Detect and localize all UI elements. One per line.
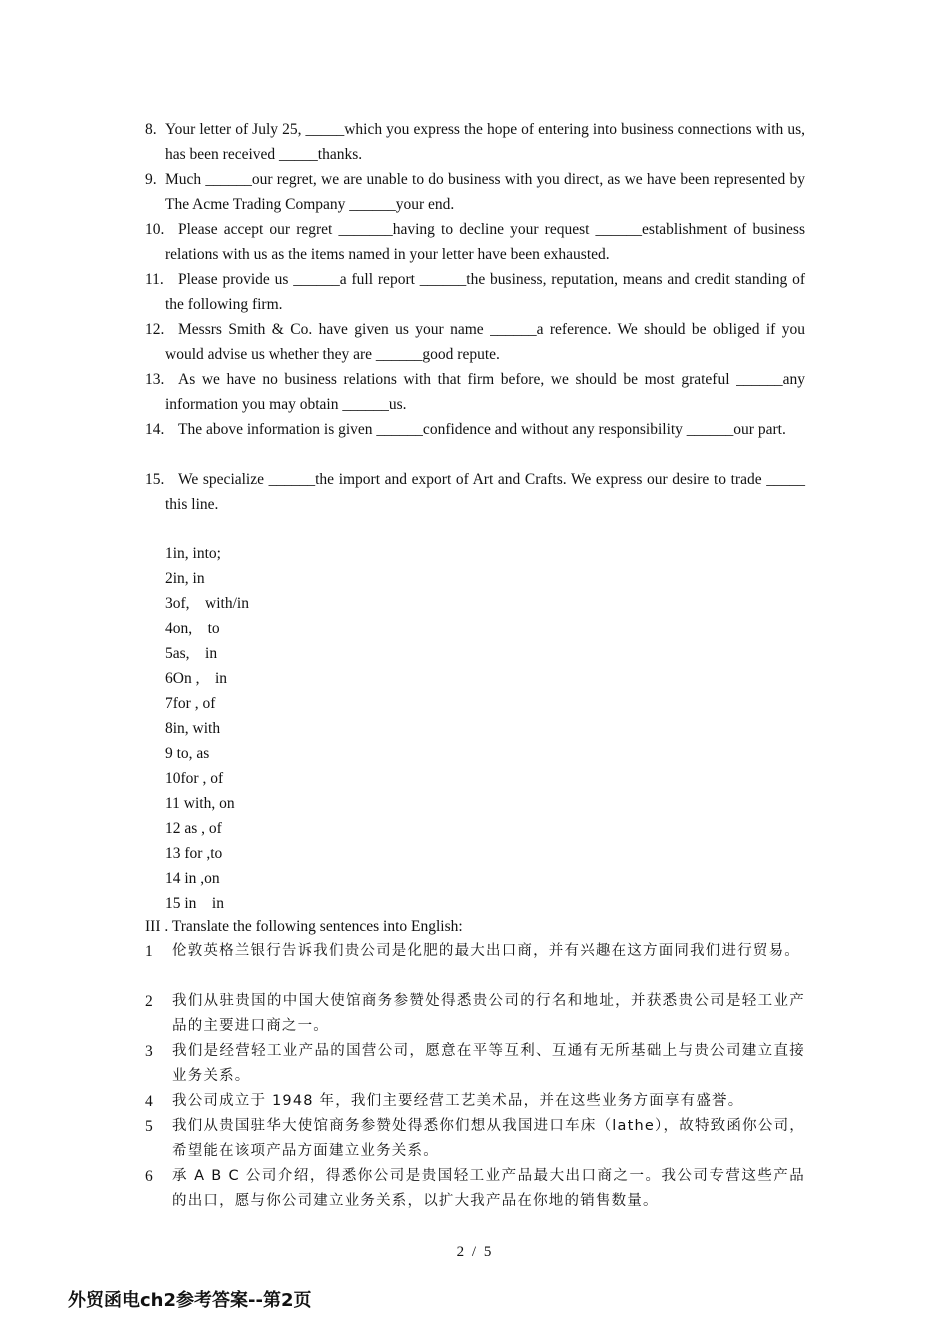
- answer-item: 8in, with: [165, 720, 221, 737]
- question-number: 9.: [145, 171, 157, 188]
- translation-item: [145, 1039, 805, 1089]
- translation-number: 3: [145, 1043, 153, 1060]
- translation-text: 我公司成立于 1948 年，我们主要经营工艺美术品，并在这些业务方面享有盛誉。: [172, 1093, 744, 1109]
- footer-title: 外贸函电ch2参考答案--第2页: [68, 1290, 312, 1311]
- translation-item: [145, 1089, 805, 1114]
- question-text: The above information is given ______confidence and without any responsibility ______our part.: [178, 421, 786, 438]
- answer-item: 7for , of: [165, 695, 216, 712]
- answer-item: 9 to, as: [165, 745, 210, 762]
- translation-text: 伦敦英格兰银行告诉我们贵公司是化肥的最大出口商，并有兴趣在这方面同我们进行贸易。: [172, 943, 800, 959]
- translation-text: 我们从驻贵国的中国大使馆商务参赞处得悉贵公司的行名和地址，并获悉贵公司是轻工业产品的主要进口商之一。: [172, 993, 805, 1034]
- question-number: 15.: [145, 471, 165, 488]
- question-text: Please provide us ______a full report ______the business, reputation, means and credit standing of the following firm.: [165, 271, 805, 313]
- translation-number: 2: [145, 993, 153, 1010]
- question-number: 10.: [145, 221, 165, 238]
- answer-item: 15 in in: [165, 895, 224, 912]
- translation-text: 我们从贵国驻华大使馆商务参赞处得悉你们想从我国进口车床（lathe），故特致函你公司，希望能在该项产品方面建立业务关系。: [172, 1118, 805, 1159]
- answer-item: 13 for ,to: [165, 845, 223, 862]
- answer-item: 14 in ,on: [165, 870, 220, 887]
- question-text: Messrs Smith & Co. have given us your name ______a reference. We should be obliged if you would advise us whether they are ______good repute.: [165, 321, 805, 363]
- section-heading: III . Translate the following sentences into English:: [145, 918, 463, 935]
- translation-item: [145, 939, 805, 964]
- translation-number: 1: [145, 943, 153, 960]
- translation-number: 5: [145, 1118, 153, 1135]
- question-number: 11.: [145, 271, 164, 288]
- translation-item: [145, 989, 805, 1039]
- question-number: 14.: [145, 421, 165, 438]
- answer-item: 2in, in: [165, 570, 205, 587]
- question-text: As we have no business relations with that firm before, we should be most grateful ______any information you may obtain ______us.: [165, 371, 805, 413]
- answer-item: 11 with, on: [165, 795, 235, 812]
- question-item: [145, 267, 805, 317]
- answer-item: 5as, in: [165, 645, 218, 662]
- question-item: [145, 467, 805, 517]
- answer-item: 12 as , of: [165, 820, 222, 837]
- answer-item: 3of, with/in: [165, 595, 249, 612]
- translation-number: 4: [145, 1093, 153, 1110]
- translation-text: 承 A B C 公司介绍，得悉你公司是贵国轻工业产品最大出口商之一。我公司专营这些产品的出口，愿与你公司建立业务关系，以扩大我产品在你地的销售数量。: [172, 1168, 805, 1209]
- question-item: [145, 217, 805, 267]
- question-text: We specialize ______the import and export of Art and Crafts. We express our desire to trade _____ this line.: [165, 471, 805, 513]
- question-item: [145, 117, 805, 167]
- question-text: Please accept our regret _______having to decline your request ______establishment of business relations with us as the items named in your letter have been exhausted.: [165, 221, 805, 263]
- question-item: [145, 367, 805, 417]
- translation-number: 6: [145, 1168, 153, 1185]
- translation-item: [145, 1164, 805, 1214]
- answer-item: 4on, to: [165, 620, 220, 637]
- translation-item: [145, 1114, 805, 1164]
- question-item: [145, 317, 805, 367]
- question-text: Much ______our regret, we are unable to do business with you direct, as we have been represented by The Acme Trading Company ______your end.: [165, 171, 805, 213]
- page-number: 2 / 5: [456, 1244, 494, 1260]
- question-item: [145, 167, 805, 217]
- question-number: 12.: [145, 321, 165, 338]
- answer-item: 6On , in: [165, 670, 227, 687]
- translation-text: 我们是经营轻工业产品的国营公司，愿意在平等互利、互通有无所基础上与贵公司建立直接业务关系。: [172, 1043, 805, 1084]
- answer-item: 10for , of: [165, 770, 224, 787]
- question-item: [145, 417, 805, 442]
- answer-item: 1in, into;: [165, 545, 221, 562]
- question-text: Your letter of July 25, _____which you express the hope of entering into business connections with us, has been received _____thanks.: [165, 121, 805, 163]
- question-number: 13.: [145, 371, 165, 388]
- question-number: 8.: [145, 121, 157, 138]
